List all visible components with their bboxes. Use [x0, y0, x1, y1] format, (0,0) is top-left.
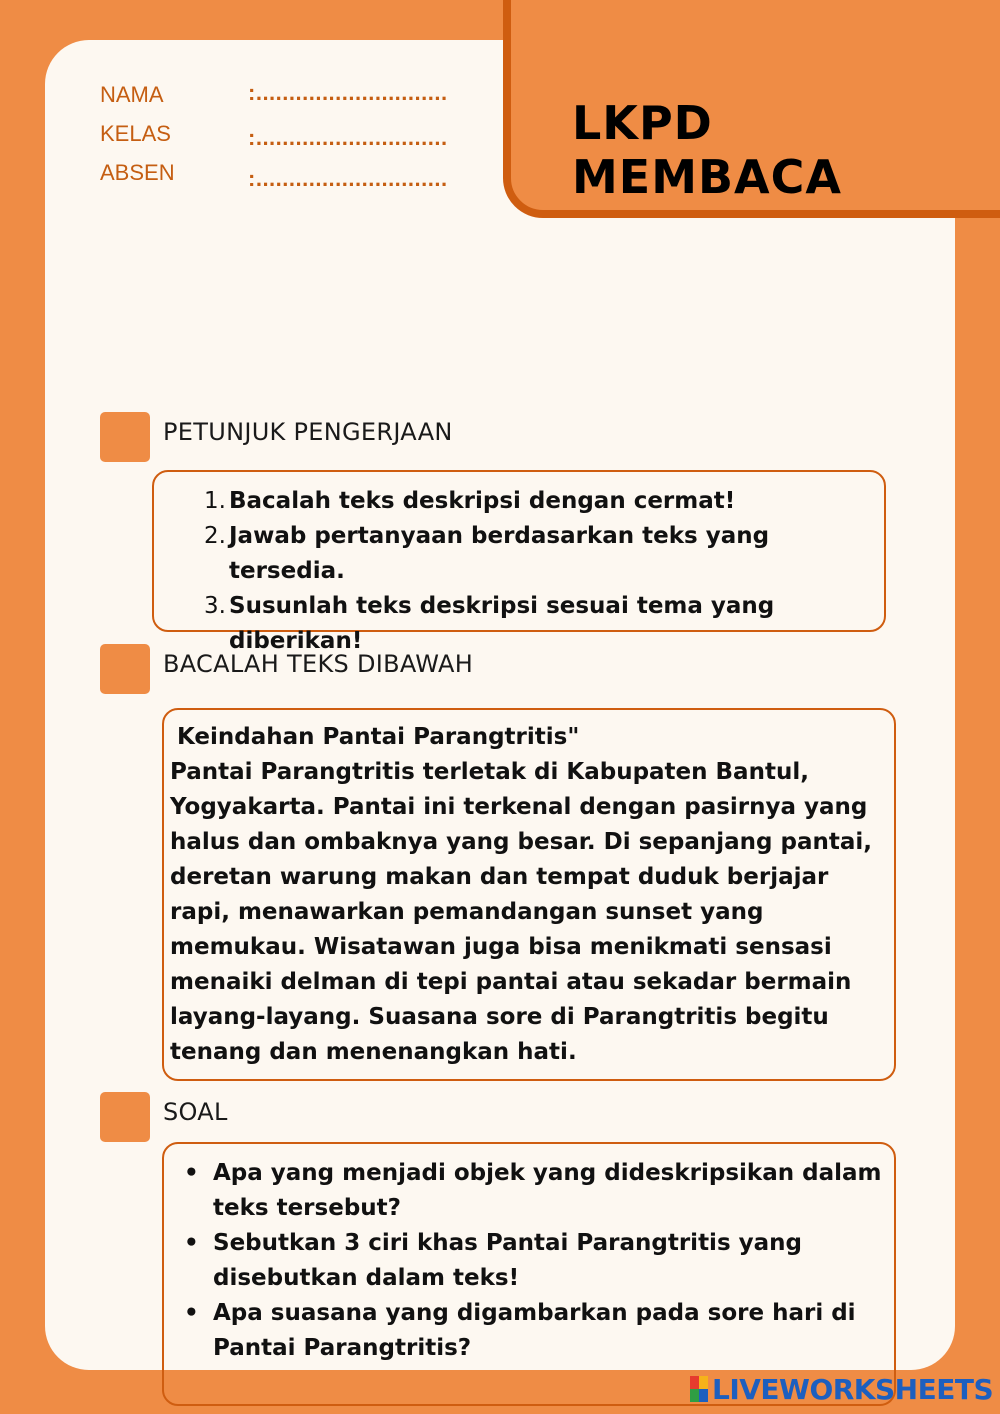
liveworksheets-brand[interactable] — [690, 1372, 993, 1406]
instructions-list — [154, 472, 884, 659]
absence-blank[interactable]: :............................. — [248, 166, 448, 191]
reading-title: Keindahan Pantai Parangtritis" — [177, 724, 580, 750]
instruction-number: 1. — [204, 488, 226, 514]
instruction-text: Susunlah teks deskripsi sesuai tema yang diberikan! — [229, 593, 775, 654]
instruction-item — [204, 589, 884, 659]
questions-list — [164, 1144, 894, 1366]
reading-box — [162, 708, 896, 1081]
instruction-text: Bacalah teks deskripsi dengan cermat! — [229, 488, 736, 514]
class-blank[interactable]: :............................. — [248, 125, 448, 150]
instruction-item — [204, 519, 884, 589]
instruction-text: Jawab pertanyaan berdasarkan teks yang tersedia. — [229, 523, 770, 584]
question-item: • Apa yang menjadi objek yang dideskripsikan dalam teks tersebut? — [204, 1156, 884, 1226]
instruction-number: 2. — [204, 523, 226, 549]
absence-label: ABSEN — [100, 160, 175, 185]
name-blank[interactable]: :............................. — [248, 80, 448, 105]
liveworksheets-logo-icon — [690, 1376, 708, 1402]
page-title: LKPD MEMBACA — [572, 96, 842, 204]
instruction-item — [204, 484, 884, 519]
reading-body: Pantai Parangtritis terletak di Kabupaten Bantul, Yogyakarta. Pantai ini terkenal dengan pasirnya yang halus dan ombaknya yang besar. Di sepanjang pantai, deretan warung makan dan tempat duduk berjajar rapi, menawarkan pemandangan sunset yang memukau. Wisatawan juga bisa menikmati sensasi menaiki delman di tepi pantai atau sekadar bermain layang-layang. Suasana sore di Parangtritis begitu tenang dan menenangkan hati. — [170, 759, 872, 1065]
questions-box — [162, 1142, 896, 1406]
reading-heading: BACALAH TEKS DIBAWAH — [163, 650, 474, 678]
section-marker-icon — [100, 1092, 150, 1142]
reading-text — [164, 710, 894, 1070]
section-marker-icon — [100, 644, 150, 694]
questions-heading: SOAL — [163, 1098, 228, 1126]
class-label: KELAS — [100, 121, 171, 146]
question-item: • Apa suasana yang digambarkan pada sore hari di Pantai Parangtritis? — [204, 1296, 884, 1366]
section-marker-icon — [100, 412, 150, 462]
name-label: NAMA — [100, 82, 164, 107]
brand-name: LIVEWORKSHEETS — [712, 1372, 994, 1406]
instructions-box — [152, 470, 886, 654]
question-item: • Sebutkan 3 ciri khas Pantai Parangtritis yang disebutkan dalam teks! — [204, 1226, 884, 1296]
instruction-number: 3. — [204, 593, 226, 619]
instructions-heading: PETUNJUK PENGERJAAN — [163, 418, 453, 446]
